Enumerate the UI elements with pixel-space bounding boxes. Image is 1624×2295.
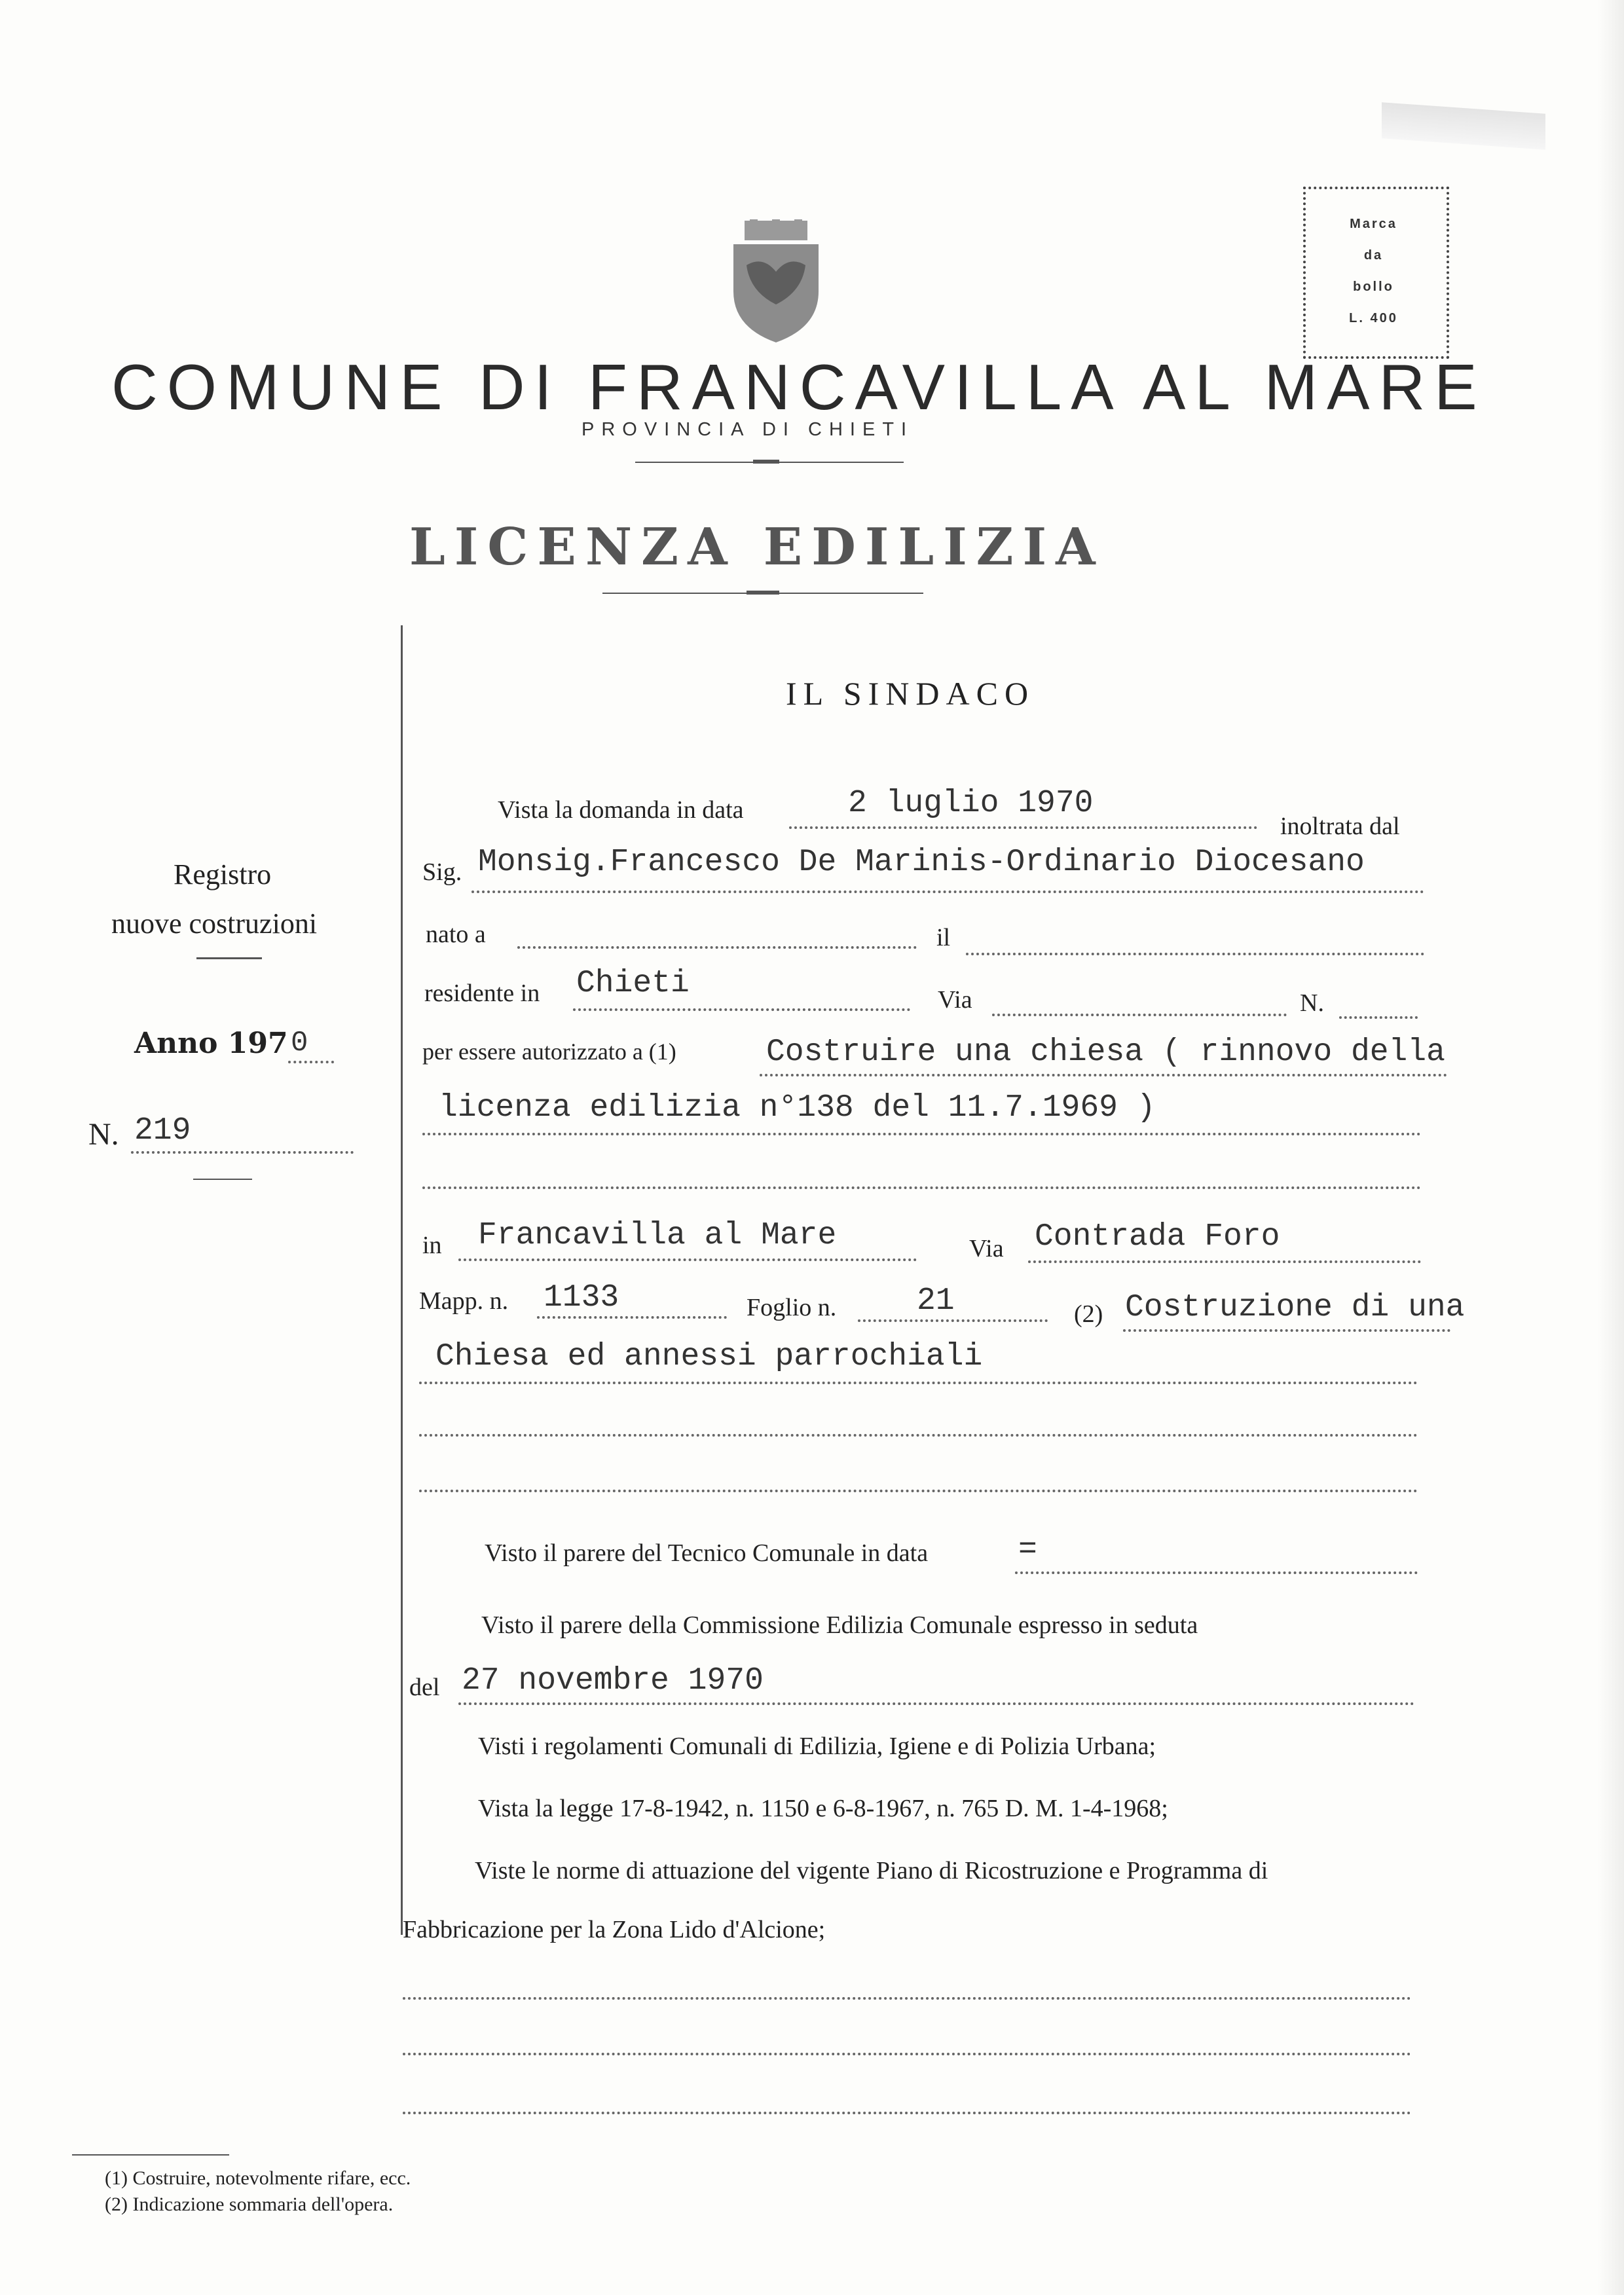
footnote-2: (2) Indicazione sommaria dell'opera. xyxy=(105,2194,394,2215)
residente-dots xyxy=(573,1008,910,1011)
tecnico-value: = xyxy=(1018,1532,1037,1568)
opera-dots-1 xyxy=(1123,1329,1450,1332)
authority-heading: IL SINDACO xyxy=(786,675,1035,712)
via-label: Via xyxy=(938,986,972,1014)
vista-label: Vista la domanda in data xyxy=(498,796,744,824)
blank-line-1 xyxy=(403,1997,1411,2000)
norme-text-1: Viste le norme di attuazione del vigente Piano di Ricostruzione e Programma di xyxy=(475,1857,1268,1884)
autorizzato-dots-2 xyxy=(422,1133,1421,1135)
opera-dots-4 xyxy=(419,1490,1418,1492)
sig-label: Sig. xyxy=(422,858,462,886)
n-dots xyxy=(131,1151,354,1154)
sidebar-divider xyxy=(196,957,262,959)
n-label: N. xyxy=(88,1117,119,1152)
blank-line-2 xyxy=(403,2053,1411,2055)
residente-value: Chieti xyxy=(576,966,690,1001)
scan-smudge xyxy=(1382,102,1545,149)
via2-label: Via xyxy=(969,1235,1004,1262)
via-dots xyxy=(992,1014,1287,1016)
footnote-1: (1) Costruire, notevolmente rifare, ecc. xyxy=(105,2167,411,2189)
mapp-label: Mapp. n. xyxy=(419,1287,509,1315)
foglio-dots xyxy=(858,1319,1048,1322)
foglio-label: Foglio n. xyxy=(747,1294,837,1321)
foglio-value: 21 xyxy=(917,1283,955,1319)
stamp-line-1: Marca xyxy=(1350,217,1397,231)
autorizzato-label: per essere autorizzato a (1) xyxy=(422,1038,676,1065)
header-divider-mark xyxy=(753,460,779,464)
del-value: 27 novembre 1970 xyxy=(462,1663,764,1698)
tecnico-label: Visto il parere del Tecnico Comunale in data xyxy=(485,1539,929,1567)
document-title: LICENZA EDILIZIA xyxy=(409,517,1105,577)
anno-label: Anno 197 xyxy=(134,1027,288,1060)
commissione-label: Visto il parere della Commissione Edilizia Comunale espresso in seduta xyxy=(481,1611,1198,1639)
autorizzato-dots-1 xyxy=(760,1074,1447,1076)
registro-label-1: Registro xyxy=(174,858,272,890)
margin-rule xyxy=(401,625,403,1935)
revenue-stamp-text xyxy=(1303,208,1444,334)
civico-dots xyxy=(1339,1016,1418,1019)
il-dots xyxy=(966,953,1424,955)
in-value: Francavilla al Mare xyxy=(478,1218,837,1253)
footnote-rule xyxy=(72,2154,229,2156)
opera-value-1: Costruzione di una xyxy=(1125,1290,1465,1325)
registro-label-2: nuove costruzioni xyxy=(111,908,318,940)
residente-label: residente in xyxy=(424,980,540,1007)
in-dots xyxy=(458,1258,917,1261)
del-dots xyxy=(458,1702,1414,1705)
regolamenti-text: Visti i regolamenti Comunali di Edilizia, Igiene e di Polizia Urbana; xyxy=(478,1733,1156,1760)
vista-dots xyxy=(789,826,1257,829)
coat-of-arms xyxy=(724,219,828,344)
tecnico-dots xyxy=(1015,1571,1418,1574)
province-name: PROVINCIA DI CHIETI xyxy=(581,419,914,440)
n-divider xyxy=(193,1179,252,1180)
sig-value: Monsig.Francesco De Marinis-Ordinario Diocesano xyxy=(478,845,1365,880)
norme-text-2: Fabbricazione per la Zona Lido d'Alcione; xyxy=(403,1916,826,1943)
via2-dots xyxy=(1028,1260,1421,1263)
via2-value: Contrada Foro xyxy=(1035,1219,1280,1255)
stamp-line-2: da xyxy=(1363,248,1384,263)
il-label: il xyxy=(936,924,951,951)
stamp-line-4: L. 400 xyxy=(1349,311,1398,325)
opera-dots-2 xyxy=(419,1382,1418,1384)
sig-dots xyxy=(471,890,1424,893)
anno-value: 0 xyxy=(291,1027,308,1059)
vista-date: 2 luglio 1970 xyxy=(848,786,1094,821)
inoltrata-label: inoltrata dal xyxy=(1280,813,1400,840)
stamp-line-3: bollo xyxy=(1353,280,1394,294)
autorizzato-value-2: licenza edilizia n°138 del 11.7.1969 ) xyxy=(439,1090,1156,1126)
mapp-value: 1133 xyxy=(544,1280,619,1315)
municipality-name: COMUNE DI FRANCAVILLA AL MARE xyxy=(111,351,1486,423)
scan-edge-shadow xyxy=(1598,0,1624,2295)
in-label: in xyxy=(422,1232,442,1259)
opera-dots-3 xyxy=(419,1434,1418,1437)
title-divider-mark xyxy=(747,591,779,595)
opera-value-2: Chiesa ed annessi parrochiali xyxy=(435,1339,983,1374)
autorizzato-value-1: Costruire una chiesa ( rinnovo della xyxy=(766,1035,1445,1070)
mapp-dots xyxy=(537,1316,727,1319)
legge-text: Vista la legge 17-8-1942, n. 1150 e 6-8-1967, n. 765 D. M. 1-4-1968; xyxy=(478,1795,1168,1822)
nato-dots xyxy=(517,946,917,949)
civico-label: N. xyxy=(1300,989,1324,1017)
blank-line-3 xyxy=(403,2112,1411,2114)
nato-label: nato a xyxy=(426,921,486,948)
autorizzato-dots-3 xyxy=(422,1186,1421,1189)
opera-label: (2) xyxy=(1074,1300,1103,1328)
del-label: del xyxy=(409,1674,440,1701)
anno-dots xyxy=(288,1061,334,1063)
n-value: 219 xyxy=(134,1113,191,1148)
